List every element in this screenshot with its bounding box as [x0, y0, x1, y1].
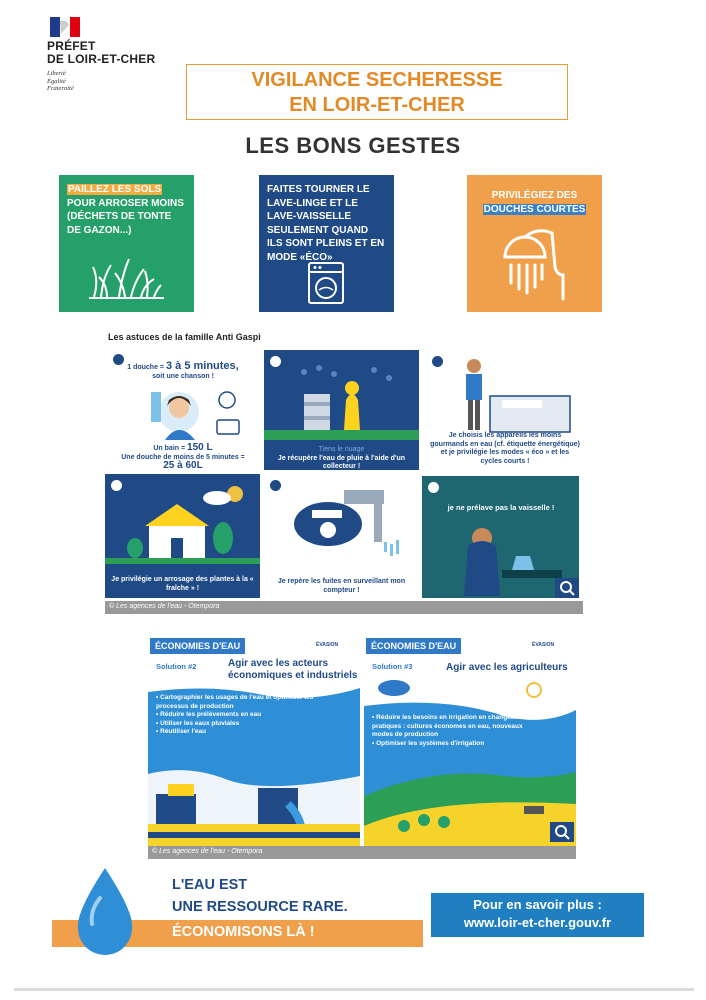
zoom-button[interactable]: [550, 822, 574, 842]
panel1-text-bottom: Un bain = 150 L Une douche de moins de 5 minutes = 25 à 60L: [121, 442, 245, 471]
water-message: L'EAU EST UNE RESSOURCE RARE.: [172, 877, 348, 915]
dishwasher-illustration: [456, 354, 576, 434]
astuces-title: Les astuces de la famille Anti Gaspi: [108, 332, 261, 342]
zoom-icon: [550, 822, 574, 842]
eco-card2-item: • Cartographier les usages de l'eau et optimiser les processus de production: [156, 694, 314, 710]
eco-card-industry: [148, 636, 360, 846]
title-line2: EN LOIR-ET-CHER: [289, 94, 465, 116]
eco-card3-item: • Réduire les besoins en irrigation en changeant les pratiques : cultures économes en eau, nouveaux modes de production: [372, 714, 532, 738]
panel-rain-collector: [264, 350, 419, 470]
eco-card3-item: • Optimiser les systèmes d'irrigation: [372, 739, 485, 747]
zoom-button[interactable]: [555, 578, 579, 598]
footer-divider: [14, 988, 694, 991]
zoom-icon: [555, 578, 579, 598]
marianne-logo: [50, 17, 80, 37]
farm-landscape-illustration: [364, 676, 576, 846]
tap-icon: [428, 482, 439, 493]
tile2-text: FAITES TOURNER LE LAVE-LINGE ET LE LAVE-VAISSELLE SEULEMENT QUAND ILS SONT PLEINS ET EN MODE «ÉCO»: [267, 184, 385, 263]
girl-showering-illustration: [137, 384, 247, 442]
eco-card2-item: • Réduire les prélèvements en eau: [156, 711, 262, 718]
tile-short-showers: [467, 175, 602, 312]
panel-water-meter: [264, 474, 419, 598]
prefecture-title: PRÉFET DE LOIR-ET-CHER: [47, 39, 156, 66]
panel-dishes: [422, 476, 579, 598]
info-label: Pour en savoir plus :: [473, 897, 602, 912]
tap-icon: [270, 480, 281, 491]
eco-card-agriculture: [364, 636, 576, 846]
eco-card3-brand: ÉVASION: [532, 642, 555, 648]
panel4-text: Je privilégie un arrosage des plantes à la « fraîche » !: [111, 576, 254, 592]
panel-shower-song: [107, 348, 255, 471]
vigilance-title-box: [186, 64, 568, 120]
panel5-text: Je repère les fuites en surveillant mon compteur !: [277, 578, 406, 594]
tap-icon: [432, 356, 443, 367]
eco-card3-list: [372, 714, 532, 748]
eco-card2-brand: ÉVASION: [316, 642, 339, 648]
tile3-highlight: DOUCHES COURTES: [483, 203, 586, 215]
eco-card2-title: Agir avec les acteurs économiques et industriels: [228, 658, 358, 681]
tile3-line1: PRIVILÉGIEZ DES: [491, 190, 578, 201]
panel-appliances: [426, 350, 581, 472]
water-drop-icon: [74, 866, 136, 956]
water-meter-illustration: [284, 486, 414, 566]
info-link-box[interactable]: [431, 893, 644, 937]
page-subtitle: LES BONS GESTES: [245, 133, 461, 158]
grass-icon: [89, 255, 164, 300]
eco-card2-list: [156, 694, 316, 737]
eco-card2-solution: Solution #2: [156, 662, 197, 671]
panel1-text-top: 1 douche = 3 à 5 minutes, soit une chanson !: [127, 360, 239, 380]
panel3-text: Je choisis les appareils les moins gourmands en eau (cf. étiquette énergétique) et je privilégie les modes « éco » et les cycles courts !: [430, 432, 580, 465]
title-line1: VIGILANCE SECHERESSE: [251, 69, 503, 91]
panel6-text: je ne prélave pas la vaisselle !: [447, 503, 555, 512]
eco-card3-title: Agir avec les agriculteurs: [446, 662, 568, 673]
panel2-text: Tiens le nuage Je récupère l'eau de pluie à l'aide d'un collecteur !: [277, 446, 406, 470]
eco-card3-header: ÉCONOMIES D'EAU: [366, 638, 461, 654]
eco-card2-item: • Réutiliser l'eau: [156, 728, 207, 735]
website-link[interactable]: www.loir-et-cher.gouv.fr: [463, 915, 612, 930]
astuces-credit: © Les agences de l'eau - Otempora: [105, 601, 583, 614]
tile1-highlight: PAILLEZ LES SOLS: [68, 184, 162, 195]
panel-watering: [105, 474, 260, 598]
tile-washing-machine: [259, 175, 394, 312]
eco-credit: © Les agences de l'eau - Otempora: [148, 846, 576, 859]
house-garden-illustration: [105, 480, 260, 564]
republic-motto: Liberté Égalité Fraternité: [47, 70, 74, 92]
eco-card2-header: ÉCONOMIES D'EAU: [150, 638, 245, 654]
save-water-cta: ÉCONOMISONS LÀ !: [172, 924, 315, 940]
tile1-text: POUR ARROSER MOINS (DÉCHETS DE TONTE DE GAZON...): [67, 197, 184, 236]
rain-collector-illustration: [264, 360, 419, 440]
washing-machine-icon: [307, 261, 345, 305]
eco-card2-item: • Utiliser les eaux pluviales: [156, 719, 240, 727]
man-dishes-illustration: [452, 516, 572, 596]
tile-mulch-soil: [59, 175, 194, 312]
eco-card3-solution: Solution #3: [372, 662, 413, 671]
shower-icon: [497, 227, 572, 302]
